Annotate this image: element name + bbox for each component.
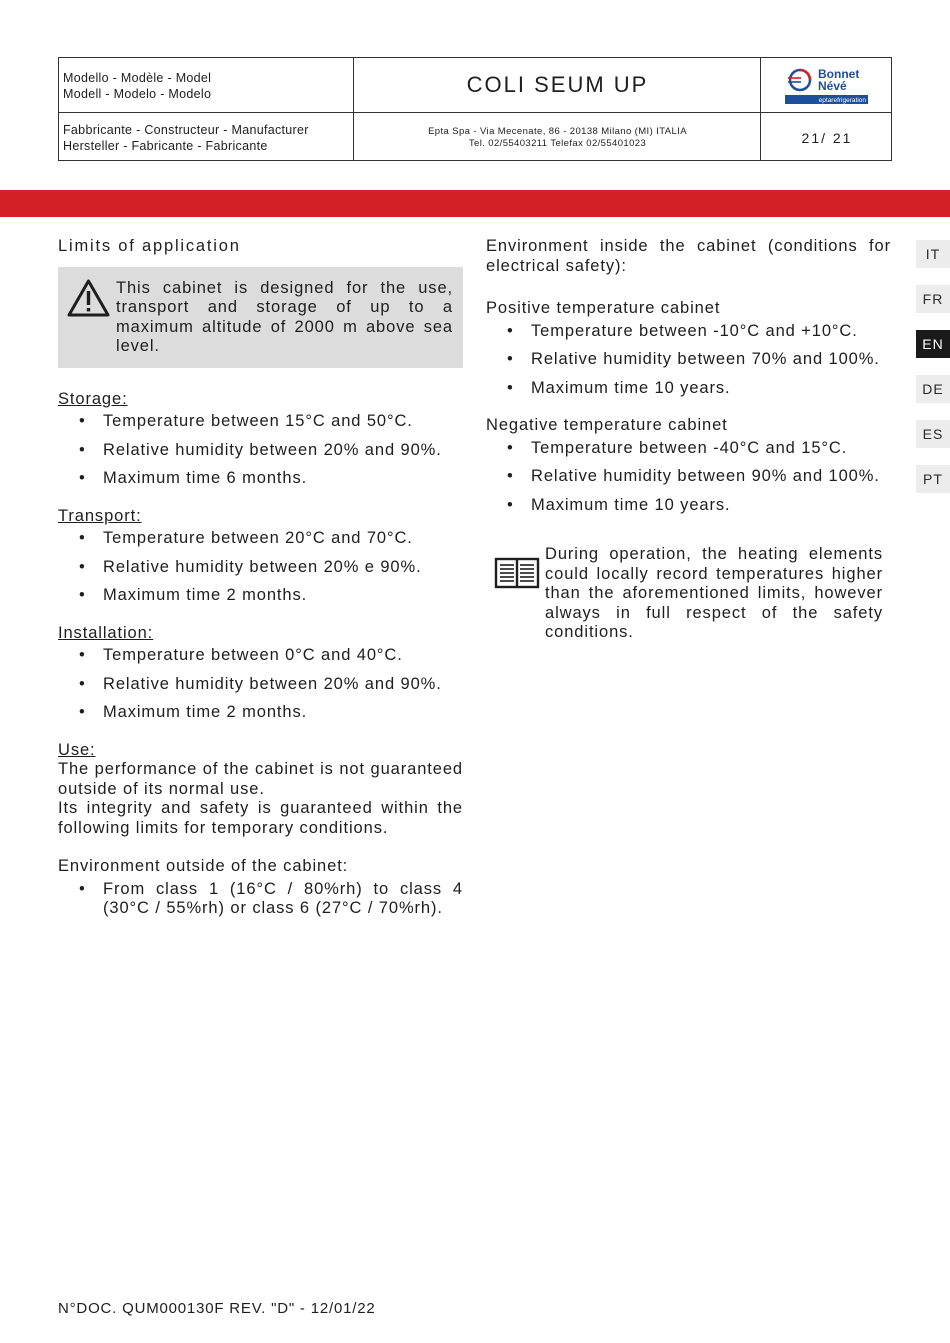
installation-heading: Installation: [58,623,154,642]
list-item-text: Maximum time 2 months. [103,703,308,721]
list-item-text: Maximum time 6 months. [103,469,308,487]
language-tabs [916,240,950,510]
list-item: • Relative humidity between 70% and 100%. [507,350,880,368]
transport-list [58,529,463,606]
list-item-text: Maximum time 10 years. [531,378,731,397]
header-divider [59,112,891,113]
model-label-line: Modell - Modelo - Modelo [63,87,212,101]
list-item: • Maximum time 2 months. [79,703,308,721]
list-item: • Relative humidity between 20% e 90%. [79,557,422,576]
list-item: • Maximum time 10 years. [507,378,731,397]
warning-box [58,267,463,368]
tab-de[interactable]: DE [916,375,950,403]
positive-heading: Positive temperature cabinet [486,299,721,317]
logo-line2: Névé [818,79,847,93]
positive-list [486,322,891,399]
use-paragraph: The performance of the cabinet is not guaranteed outside of its normal use. [58,760,463,798]
model-name: COLI SEUM UP [466,72,649,97]
list-item: • Temperature between 0°C and 40°C. [79,646,403,664]
storage-list [58,412,463,489]
tab-en[interactable]: EN [916,330,950,358]
header-table [58,57,892,161]
warning-triangle-icon [66,278,111,318]
manual-book-icon [494,556,540,590]
list-item-text: Temperature between 15°C and 50°C. [103,412,413,430]
tab-it[interactable]: IT [916,240,950,268]
list-item: • Relative humidity between 90% and 100%. [507,467,880,485]
page-number: 21/ 21 [801,130,853,146]
list-item-text: Relative humidity between 20% and 90%. [103,674,442,693]
env-outside-heading: Environment outside of the cabinet: [58,857,349,875]
logo-tag: eptarefrigeration [818,97,866,104]
list-item: • Maximum time 2 months. [79,586,308,604]
tab-pt[interactable]: PT [916,465,950,493]
list-item-text: Relative humidity between 90% and 100%. [531,467,880,485]
warning-text: This cabinet is designed for the use, transport and storage of up to a maximum altitude of 2000 m above sea level. [116,278,453,355]
list-item-text: Maximum time 2 months. [103,586,308,604]
accent-bar [0,190,950,217]
tab-es[interactable]: ES [916,420,950,448]
negative-list [486,439,891,516]
note-text: During operation, the heating elements could locally record temperatures higher than the aforementioned limits, however always in full respect of the safety conditions. [545,545,883,641]
manufacturer-label [63,122,309,154]
model-label-line: Modello - Modèle - Model [63,71,212,85]
list-item-text: Relative humidity between 20% e 90%. [103,557,422,576]
list-item-text: Temperature between 0°C and 40°C. [103,646,403,664]
list-item-text: Relative humidity between 20% and 90%. [103,440,442,459]
address-line: Epta Spa - Via Mecenate, 86 - 20138 Milano (MI) ITALIA [428,126,687,137]
list-item-text: Relative humidity between 70% and 100%. [531,350,880,368]
list-item: • Relative humidity between 20% and 90%. [79,440,442,459]
list-item: • Maximum time 6 months. [79,469,308,487]
list-item: • Temperature between -10°C and +10°C. [507,321,858,340]
model-label [63,70,211,102]
list-item-text: Temperature between -10°C and +10°C. [531,321,858,340]
list-item: • Maximum time 10 years. [507,495,731,514]
list-item-text: Temperature between 20°C and 70°C. [103,529,413,547]
manufacturer-label-line: Hersteller - Fabricante - Fabricante [63,139,268,153]
negative-heading: Negative temperature cabinet [486,416,728,434]
list-item: • Temperature between 20°C and 70°C. [79,529,413,547]
manufacturer-label-line: Fabbricante - Constructeur - Manufacturer [63,123,309,137]
list-item-text: Temperature between -40°C and 15°C. [531,438,848,457]
env-outside-list [58,880,463,919]
tab-fr[interactable]: FR [916,285,950,313]
installation-list [58,646,463,723]
note-box [486,545,891,643]
manufacturer-address [354,126,761,150]
list-item-text: From class 1 (16°C / 80%rh) to class 4 (30°C / 55%rh) or class 6 (27°C / 70%rh). [103,879,463,917]
section-title: Limits of application [58,237,241,255]
list-item: • Relative humidity between 20% and 90%. [79,674,442,693]
logo-line1: Bonnet [818,67,860,81]
transport-heading: Transport: [58,506,142,525]
list-item: • Temperature between 15°C and 50°C. [79,412,413,430]
left-column [58,237,463,919]
address-line: Tel. 02/55403211 Telefax 02/55401023 [468,138,647,149]
document-reference: N°DOC. QUM000130F REV. "D" - 12/01/22 [58,1300,376,1317]
list-item: • Temperature between -40°C and 15°C. [507,438,848,457]
use-paragraph: Its integrity and safety is guaranteed within the following limits for temporary conditions. [58,799,463,837]
right-column [486,237,891,643]
list-item: • From class 1 (16°C / 80%rh) to class 4 (30°C / 55%rh) or class 6 (27°C / 70%rh). [79,879,463,917]
bonnet-neve-logo [785,65,871,105]
use-heading: Use: [58,740,96,759]
storage-heading: Storage: [58,389,128,408]
list-item-text: Maximum time 10 years. [531,495,731,514]
env-inside-heading: Environment inside the cabinet (conditions for electrical safety): [486,237,891,275]
